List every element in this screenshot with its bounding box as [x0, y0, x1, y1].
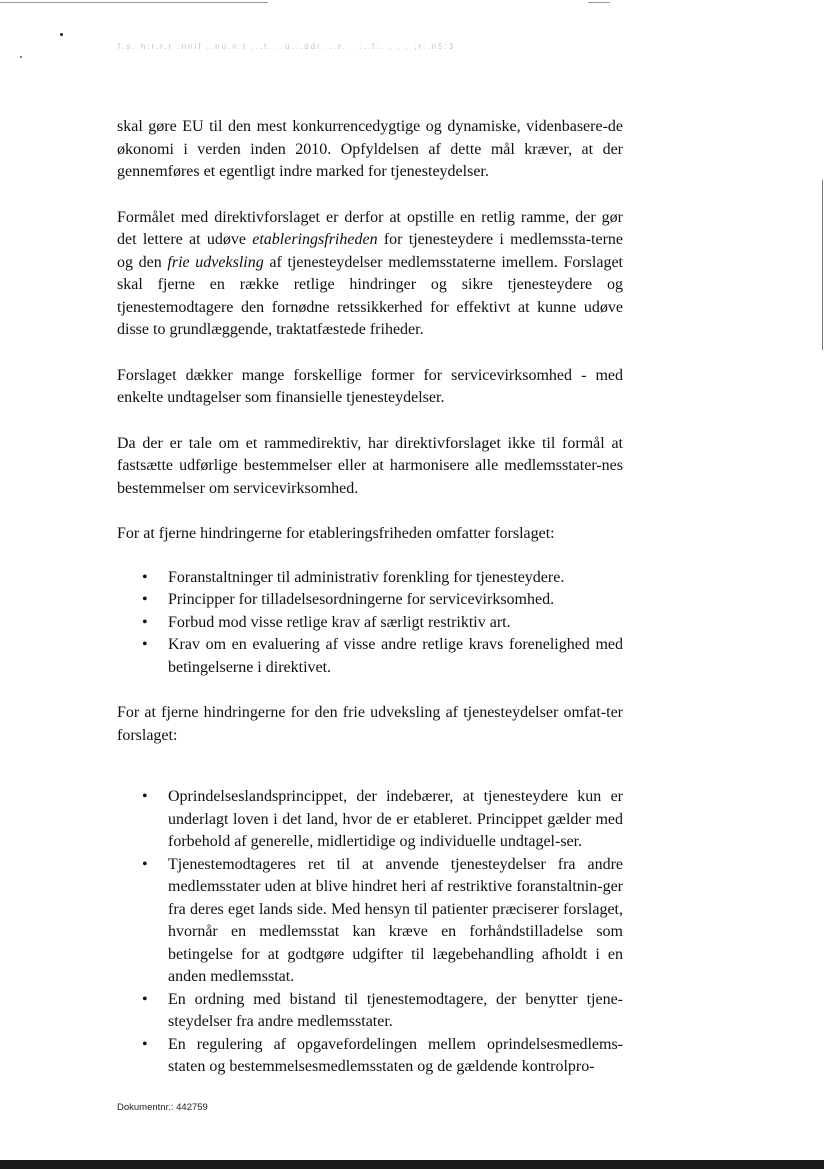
list-item: • En ordning med bistand til tjenestemodtagere, der benytter tjene-steydelser fra andre medlemsstater.: [142, 990, 623, 1030]
bullet-icon: •: [142, 855, 148, 873]
paragraph-4: Da der er tale om et rammedirektiv, har direktivforslaget ikke til formål at fastsætte udførlige bestemmelser eller at harmonisere alle medlemsstater-nes bestemmelser om servicevirksomhed.: [117, 434, 623, 497]
list-item: • Tjenestemodtageres ret til at anvende tjenesteydelser fra andre medlemsstater uden at blive hindret heri af restriktive foranstaltnin-ger fra deres eget lands side. Med hensyn til patienter præciserer forslaget, hvornår en medlemsstat kan kræve en forhåndstilladelse som betingelse for at godtgøre udgifter til lægebehandling afholdt i en anden medlemsstat.: [142, 855, 623, 985]
bullet-list-free-movement: [117, 786, 623, 1079]
bullet-icon: •: [142, 788, 148, 805]
scan-edge-right: [822, 180, 823, 350]
scan-edge-top: [0, 2, 268, 3]
list-item: • Oprindelseslandsprincippet, der indebærer, at tjenesteydere kun er underlagt loven i det land, hvor de er etableret. Princippet gælder med forbehold af generelle, midlertidige og individuelle undtagel-ser.: [142, 788, 623, 850]
bullet-icon: •: [142, 568, 148, 586]
bullet-icon: •: [142, 636, 148, 653]
list-item: • Foranstaltninger til administrativ forenkling for tjenesteydere.: [117, 567, 623, 590]
list-item: • Forbud mod visse retlige krav af særligt restriktiv art.: [117, 612, 623, 635]
paragraph-1: skal gøre EU til den mest konkurrencedygtige og dynamiske, videnbasere-de økonomi i verden inden 2010. Opfyldelsen af dette mål kræver, at der gennemføres et egentligt indre marked for tjenesteydelser.: [117, 118, 623, 180]
scan-edge-top-right: [588, 2, 610, 3]
bullet-icon: •: [142, 1035, 148, 1053]
scan-speck: [60, 33, 63, 36]
paragraph-2: Formålet med direktivforslaget er derfor at opstille en retlig ramme, der gør det lettere at udøve etableringsfriheden for tjenesteydere i medlemssta-terne og den frie udveksling af tjenesteydelser medlemsstaterne imellem. Forslaget skal fjerne en række retlige hindringer og sikre tjenesteydere og tjenestemodtagere den fornødne retssikkerhed for effektivt at kunne udøve disse to grundlæggende, traktatfæstede friheder.: [117, 208, 623, 338]
document-body: [117, 116, 623, 1102]
scan-edge-bottom: [0, 1160, 824, 1169]
italic-term-frie-udveksling: frie udveksling: [167, 253, 264, 271]
list-item: • Principper for tilladelsesordningerne for servicevirksomhed.: [117, 589, 623, 612]
paragraph-5: For at fjerne hindringerne for etableringsfriheden omfatter forslaget:: [117, 525, 555, 542]
italic-term-etableringsfriheden: etableringsfriheden: [252, 231, 378, 248]
list-item: • En regulering af opgavefordelingen mellem oprindelsesmedlems-staten og bestemmelsesmedlemsstaten og de gældende kontrolpro-: [142, 1035, 623, 1075]
bullet-list-establishment: [117, 567, 623, 680]
bullet-icon: •: [142, 990, 148, 1008]
document-number: Dokumentnr.: 442759: [117, 1102, 208, 1113]
bullet-icon: •: [142, 613, 148, 631]
spacer: [117, 770, 623, 786]
bullet-icon: •: [142, 591, 148, 608]
scan-speck: [20, 56, 22, 58]
paragraph-6: For at fjerne hindringerne for den frie udveksling af tjenesteydelser omfat-ter forslaget:: [117, 704, 623, 744]
paragraph-3: Forslaget dækker mange forskellige former for servicevirksomhed - med enkelte undtagelser som finansielle tjenesteydelser.: [117, 366, 623, 406]
faint-header-text: f.s. h:r.r.r :nnif ..nu.n:t ...t. ..u.:.ddr. ..r. . :..f:. , . . ;r:.n5:3: [118, 42, 456, 51]
list-item: • Krav om en evaluering af visse andre retlige kravs forenelighed med betingelserne i direktivet.: [142, 636, 623, 676]
